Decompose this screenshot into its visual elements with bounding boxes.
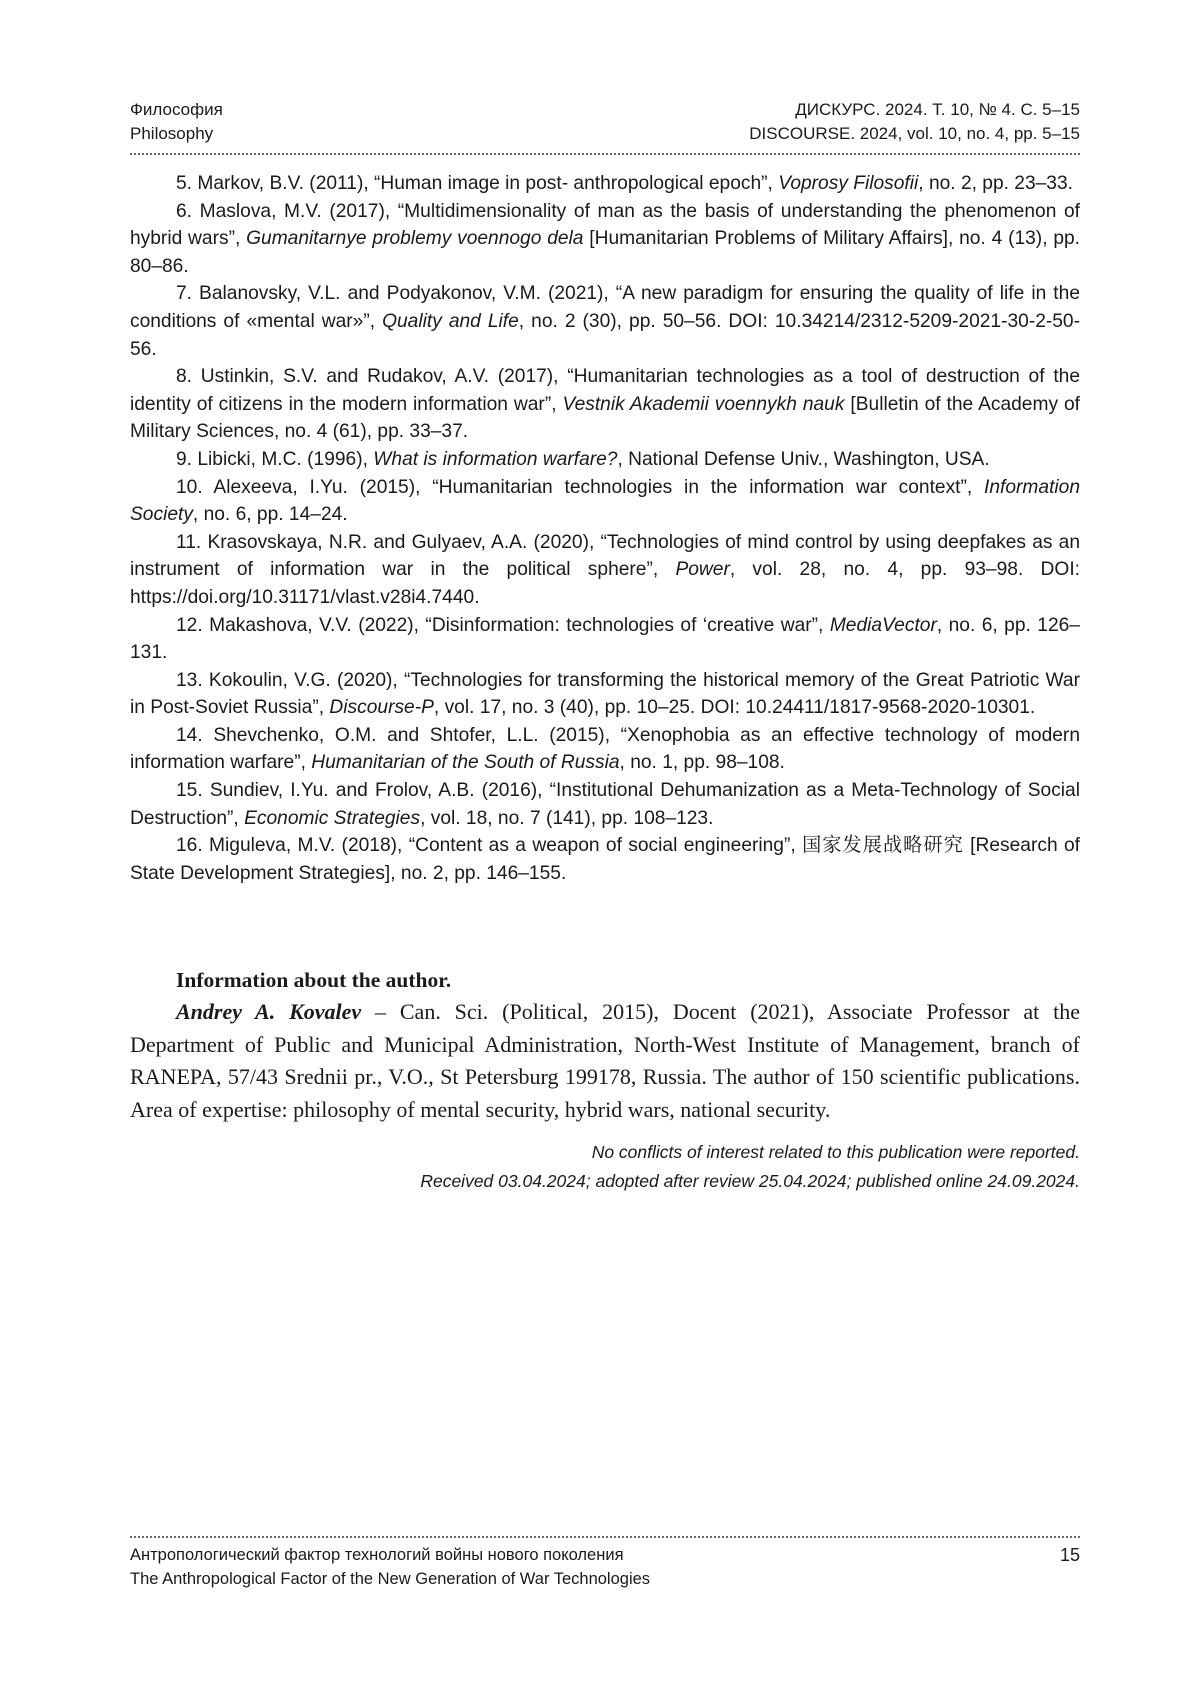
reference-source: Voprosy Filosofii: [778, 173, 919, 194]
dates-note: Received 03.04.2024; adopted after review 25.04.2024; published online 24.09.2024.: [420, 1170, 1080, 1191]
header-section: [130, 98, 223, 146]
reference-list: [130, 170, 1080, 887]
reference-item: [130, 667, 1080, 722]
reference-text: 5. Markov, B.V. (2011), “Human image in post- anthropological epoch”,: [176, 173, 779, 194]
reference-text: 9. Libicki, M.C. (1996),: [176, 448, 374, 470]
footer-divider: [130, 1536, 1080, 1538]
reference-item: [130, 363, 1080, 446]
author-info-heading: Information about the author.: [176, 968, 452, 992]
reference-text: 12. Makashova, V.V. (2022), “Disinformation: technologies of ‘creative war”,: [176, 614, 830, 636]
header-journal-en: DISCOURSE. 2024, vol. 10, no. 4, pp. 5–15: [749, 124, 1080, 143]
reference-text: 16. Miguleva, M.V. (2018), “Content as a weapon of social engineering”, 国家发展战略研究 [Research of State Development Strategies], no. 2, pp. 146–155.: [130, 835, 1080, 884]
reference-item: [130, 446, 1080, 474]
reference-text: 14. Shevchenko, O.M. and Shtofer, L.L. (2015), “Xenophobia as an effective technology of modern information warfare”,: [130, 724, 1080, 774]
header-section-en: Philosophy: [130, 124, 214, 143]
reference-source: Vestnik Akademii voennykh nauk: [562, 393, 845, 415]
reference-item: [130, 198, 1080, 281]
reference-item: [130, 280, 1080, 363]
document-page: [130, 0, 1080, 1697]
reference-text: 15. Sundiev, I.Yu. and Frolov, A.B. (2016), “Institutional Dehumanization as a Meta-Technology of Social Destruction”,: [130, 780, 1080, 829]
reference-source: MediaVector: [829, 614, 937, 636]
reference-text: , no. 6, pp. 14–24.: [192, 504, 348, 526]
footer-title: [130, 1543, 650, 1591]
header-section-ru: Философия: [130, 100, 223, 119]
reference-text: [Bulletin of the Academy of Military Sciences, no. 4 (61), pp. 33–37.: [130, 393, 1080, 443]
footer-title-en: The Anthropological Factor of the New Generation of War Technologies: [130, 1570, 651, 1588]
footer-title-ru: Антропологический фактор технологий войны нового поколения: [130, 1546, 624, 1564]
author-info-text: – Can. Sci. (Political, 2015), Docent (2021), Associate Professor at the Department of Public and Municipal Administration, North-West Institute of Management, branch of RANEPA, 57/43 Srednii pr., V.O., St Petersburg 199178, Russia. The author of 150 scientific publications. Area of expertise: philosophy of mental security, hybrid wars, national security.: [130, 999, 1080, 1122]
reference-source: Quality and Life: [382, 310, 519, 332]
reference-source: Information Society: [130, 476, 1080, 526]
reference-text: , no. 6, pp. 126–131.: [130, 614, 1080, 664]
reference-text: , no. 1, pp. 98–108.: [619, 752, 785, 774]
reference-item: [130, 722, 1080, 777]
reference-item: [130, 529, 1080, 612]
reference-text: 7. Balanovsky, V.L. and Podyakonov, V.M. (2021), “A new paradigm for ensuring the quality of life in the conditions of «mental war»”,: [130, 283, 1080, 332]
reference-source: Power: [675, 559, 730, 581]
reference-text: , National Defense Univ., Washington, USA.: [617, 448, 990, 470]
reference-item: [130, 832, 1080, 887]
reference-item: [130, 474, 1080, 529]
header-journal-ru: ДИСКУРС. 2024. Т. 10, № 4. С. 5–15: [795, 100, 1080, 119]
reference-text: 10. Alexeeva, I.Yu. (2015), “Humanitarian technologies in the information war context”,: [176, 476, 985, 498]
reference-text: , vol. 28, no. 4, pp. 93–98. DOI: https://doi.org/10.31171/vlast.v28i4.7440.: [130, 559, 1080, 608]
author-name: Andrey A. Kovalev: [176, 999, 362, 1024]
reference-text: 13. Kokoulin, V.G. (2020), “Technologies for transforming the historical memory of the Great Patriotic War in Post-Soviet Russia”,: [130, 669, 1080, 719]
conflict-note: No conflicts of interest related to this publication were reported.: [591, 1142, 1080, 1162]
reference-item: [130, 170, 1080, 198]
reference-text: , no. 2, pp. 23–33.: [918, 173, 1073, 194]
author-info-paragraph: [130, 996, 1080, 1126]
page-number: 15: [1059, 1545, 1080, 1565]
reference-text: 8. Ustinkin, S.V. and Rudakov, A.V. (2017), “Humanitarian technologies as a tool of destruction of the identity of citizens in the modern information war”,: [130, 366, 1080, 415]
reference-item: [130, 777, 1080, 832]
header-divider: [130, 153, 1080, 155]
reference-text: 11. Krasovskaya, N.R. and Gulyaev, A.A. (2020), “Technologies of mind control by using deepfakes as an instrument of information war in the political sphere”,: [130, 531, 1080, 581]
reference-text: 6. Maslova, M.V. (2017), “Multidimensionality of man as the basis of understanding the phenomenon of hybrid wars”,: [130, 200, 1080, 250]
reference-item: [130, 612, 1080, 667]
reference-source: Economic Strategies: [244, 807, 421, 829]
header-journal: [749, 98, 1080, 146]
reference-text: , vol. 18, no. 7 (141), pp. 108–123.: [420, 807, 714, 829]
reference-source: Humanitarian of the South of Russia: [311, 752, 620, 774]
reference-text: [Humanitarian Problems of Military Affairs], no. 4 (13), pp. 80–86.: [130, 228, 1080, 277]
reference-source: What is information warfare?: [373, 448, 618, 470]
reference-source: Gumanitarnye problemy voennogo dela: [246, 228, 584, 250]
reference-text: , no. 2 (30), pp. 50–56. DOI: 10.34214/2312-5209-2021-30-2-50-56.: [130, 310, 1080, 360]
reference-text: , vol. 17, no. 3 (40), pp. 10–25. DOI: 10.24411/1817-9568-2020-10301.: [433, 697, 1036, 719]
publication-notes: [420, 1138, 1080, 1195]
reference-source: Discourse-P: [329, 697, 434, 719]
author-info: [130, 966, 1080, 1126]
